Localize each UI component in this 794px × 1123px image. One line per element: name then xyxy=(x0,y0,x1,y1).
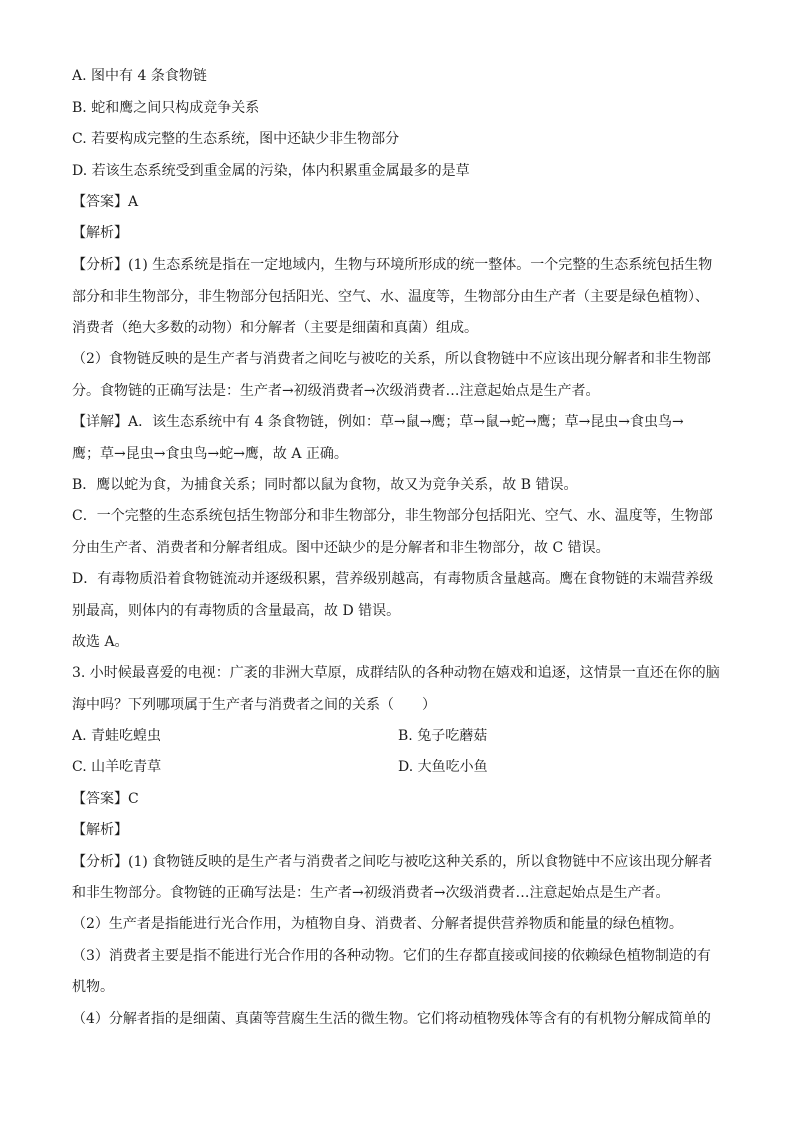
q3-stem-line: 3. 小时候最喜爱的电视：广袤的非洲大草原，成群结队的各种动物在嬉戏和追逐，这情景一直还在你的脑 xyxy=(72,665,720,681)
q3-analysis-line: （3）消费者主要是指不能进行光合作用的各种动物。它们的生存都直接或间接的依赖绿色植物制造的有 xyxy=(72,948,711,964)
q2-analysis-line: 部分和非生物部分，非生物部分包括阳光、空气、水、温度等，生物部分由生产者（主要是绿色植物）、 xyxy=(72,289,709,305)
q2-option-a: A. 图中有 4 条食物链 xyxy=(72,68,207,84)
q2-analysis-line: C．一个完整的生态系统包括生物部分和非生物部分，非生物部分包括阳光、空气、水、温度等，生物部 xyxy=(72,508,713,524)
q2-analysis-line: 鹰；草→昆虫→食虫鸟→蛇→鹰，故 A 正确。 xyxy=(72,446,348,462)
q2-option-c: C. 若要构成完整的生态系统，图中还缺少非生物部分 xyxy=(72,131,400,147)
q3-stem-line: 海中吗？下列哪项属于生产者与消费者之间的关系（ ） xyxy=(72,697,436,713)
q3-option-a: A. 青蛙吃蝗虫 xyxy=(72,728,162,744)
q2-answer: 【答案】A xyxy=(72,194,139,210)
q2-conclusion: 故选 A。 xyxy=(72,634,129,650)
q2-analysis-line: D．有毒物质沿着食物链流动并逐级积累，营养级别越高，有毒物质含量越高。鹰在食物链的末端营养级 xyxy=(72,571,714,587)
q2-analysis-line: 消费者（绝大多数的动物）和分解者（主要是细菌和真菌）组成。 xyxy=(72,320,478,336)
q2-option-b: B. 蛇和鹰之间只构成竞争关系 xyxy=(72,100,260,116)
q2-option-d: D. 若该生态系统受到重金属的污染，体内积累重金属最多的是草 xyxy=(72,163,470,179)
q3-analysis-line: 和非生物部分。食物链的正确写法是：生产者→初级消费者→次级消费者…注意起始点是生产者。 xyxy=(72,885,670,901)
q2-analysis-line: 【详解】A．该生态系统中有 4 条食物链，例如：草→鼠→鹰；草→鼠→蛇→鹰；草→昆虫→食虫鸟→ xyxy=(72,414,684,430)
q3-option-b: B. 兔子吃蘑菇 xyxy=(398,728,488,744)
q2-analysis-line: （2）食物链反映的是生产者与消费者之间吃与被吃的关系，所以食物链中不应该出现分解者和非生物部 xyxy=(72,351,711,367)
q2-analysis-line: B．鹰以蛇为食，为捕食关系；同时都以鼠为食物，故又为竞争关系，故 B 错误。 xyxy=(72,477,578,493)
q2-analysis-line: 别最高，则体内的有毒物质的含量最高，故 D 错误。 xyxy=(72,603,401,619)
q2-analysis-heading: 【解析】 xyxy=(72,225,128,241)
q3-answer: 【答案】C xyxy=(72,791,139,807)
q3-option-c: C. 山羊吃青草 xyxy=(72,759,162,775)
q3-option-d: D. 大鱼吃小鱼 xyxy=(398,759,488,775)
q3-analysis-line: 【分析】(1) 食物链反映的是生产者与消费者之间吃与被吃这种关系的，所以食物链中不应该出现分解者 xyxy=(72,854,713,870)
q3-analysis-line: 机物。 xyxy=(72,979,114,995)
q3-analysis-line: （4）分解者指的是细菌、真菌等营腐生生活的微生物。它们将动植物残体等含有的有机物分解成简单的 xyxy=(72,1011,711,1027)
q2-analysis-line: 分。食物链的正确写法是：生产者→初级消费者→次级消费者…注意起始点是生产者。 xyxy=(72,383,600,399)
q3-analysis-heading: 【解析】 xyxy=(72,822,128,838)
q3-analysis-line: （2）生产者是指能进行光合作用，为植物自身、消费者、分解者提供营养物质和能量的绿色植物。 xyxy=(72,916,683,932)
q2-analysis-line: 【分析】(1) 生态系统是指在一定地域内，生物与环境所形成的统一整体。一个完整的生态系统包括生物 xyxy=(72,257,713,273)
q2-analysis-line: 分由生产者、消费者和分解者组成。图中还缺少的是分解者和非生物部分，故 C 错误。 xyxy=(72,540,610,556)
